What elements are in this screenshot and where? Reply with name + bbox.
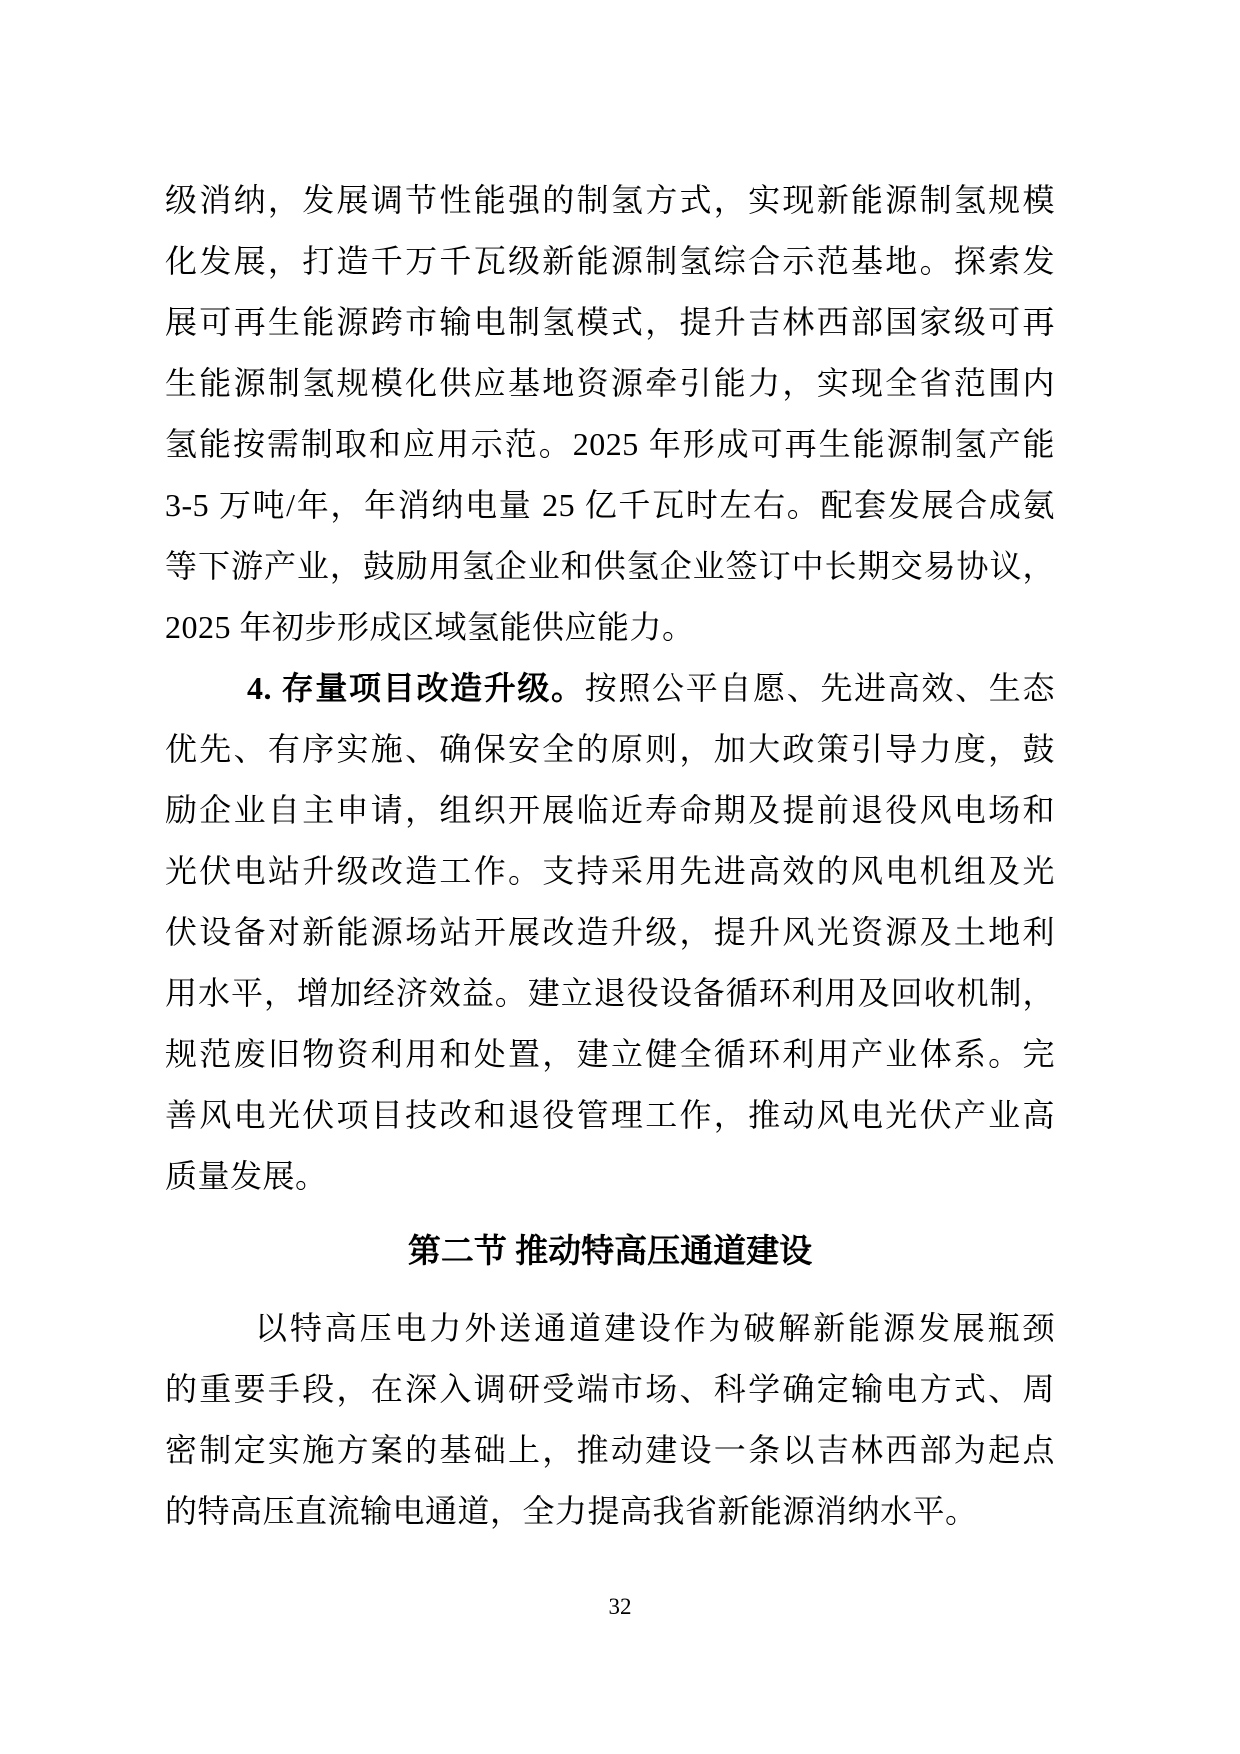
lead-rest-text: 按照公平自愿、先进高效、生态 (584, 670, 1055, 706)
text-line: 化发展，打造千万千瓦级新能源制氢综合示范基地。探索发 (165, 243, 1055, 279)
text-line: 密制定实施方案的基础上，推动建设一条以吉林西部为起点 (165, 1432, 1055, 1468)
text-line: 展可再生能源跨市输电制氢模式，提升吉林西部国家级可再 (165, 304, 1055, 340)
text-line: 伏设备对新能源场站开展改造升级，提升风光资源及土地利 (165, 914, 1055, 950)
text-line: 规范废旧物资利用和处置，建立健全循环利用产业体系。完 (165, 1036, 1055, 1072)
text-line (165, 658, 1055, 719)
text-line: 级消纳，发展调节性能强的制氢方式，实现新能源制氢规模 (165, 182, 1055, 218)
page-body (165, 170, 1055, 1542)
text-line: 氢能按需制取和应用示范。2025 年形成可再生能源制氢产能 (165, 426, 1055, 462)
text-line: 用水平，增加经济效益。建立退役设备循环利用及回收机制， (165, 975, 1055, 1011)
text-line: 优先、有序实施、确保安全的原则，加大政策引导力度，鼓 (165, 731, 1055, 767)
text-line: 光伏电站升级改造工作。支持采用先进高效的风电机组及光 (165, 853, 1055, 889)
text-line: 等下游产业，鼓励用氢企业和供氢企业签订中长期交易协议， (165, 548, 1055, 584)
text-line: 质量发展。 (165, 1158, 328, 1194)
text-line: 生能源制氢规模化供应基地资源牵引能力，实现全省范围内 (165, 365, 1055, 401)
text-line: 善风电光伏项目技改和退役管理工作，推动风电光伏产业高 (165, 1097, 1055, 1133)
text-line: 的重要手段，在深入调研受端市场、科学确定输电方式、周 (165, 1371, 1055, 1407)
text-line: 以特高压电力外送通道建设作为破解新能源发展瓶颈 (255, 1310, 1055, 1346)
text-line: 3-5 万吨/年，年消纳电量 25 亿千瓦时左右。配套发展合成氨 (165, 487, 1055, 523)
text-line: 的特高压直流输电通道，全力提高我省新能源消纳水平。 (165, 1493, 978, 1529)
text-line: 励企业自主申请，组织开展临近寿命期及提前退役风电场和 (165, 792, 1055, 828)
text-line: 2025 年初步形成区域氢能供应能力。 (165, 609, 695, 645)
paragraph-retrofit-upgrade (165, 658, 1055, 1207)
section-heading: 第二节 推动特高压通道建设 (407, 1234, 813, 1270)
paragraph-hydrogen-development (165, 170, 1055, 658)
paragraph-uhv-corridor (165, 1298, 1055, 1542)
item-number-lead: 4. 存量项目改造升级。 (247, 670, 585, 706)
page-number: 32 (608, 1594, 632, 1619)
